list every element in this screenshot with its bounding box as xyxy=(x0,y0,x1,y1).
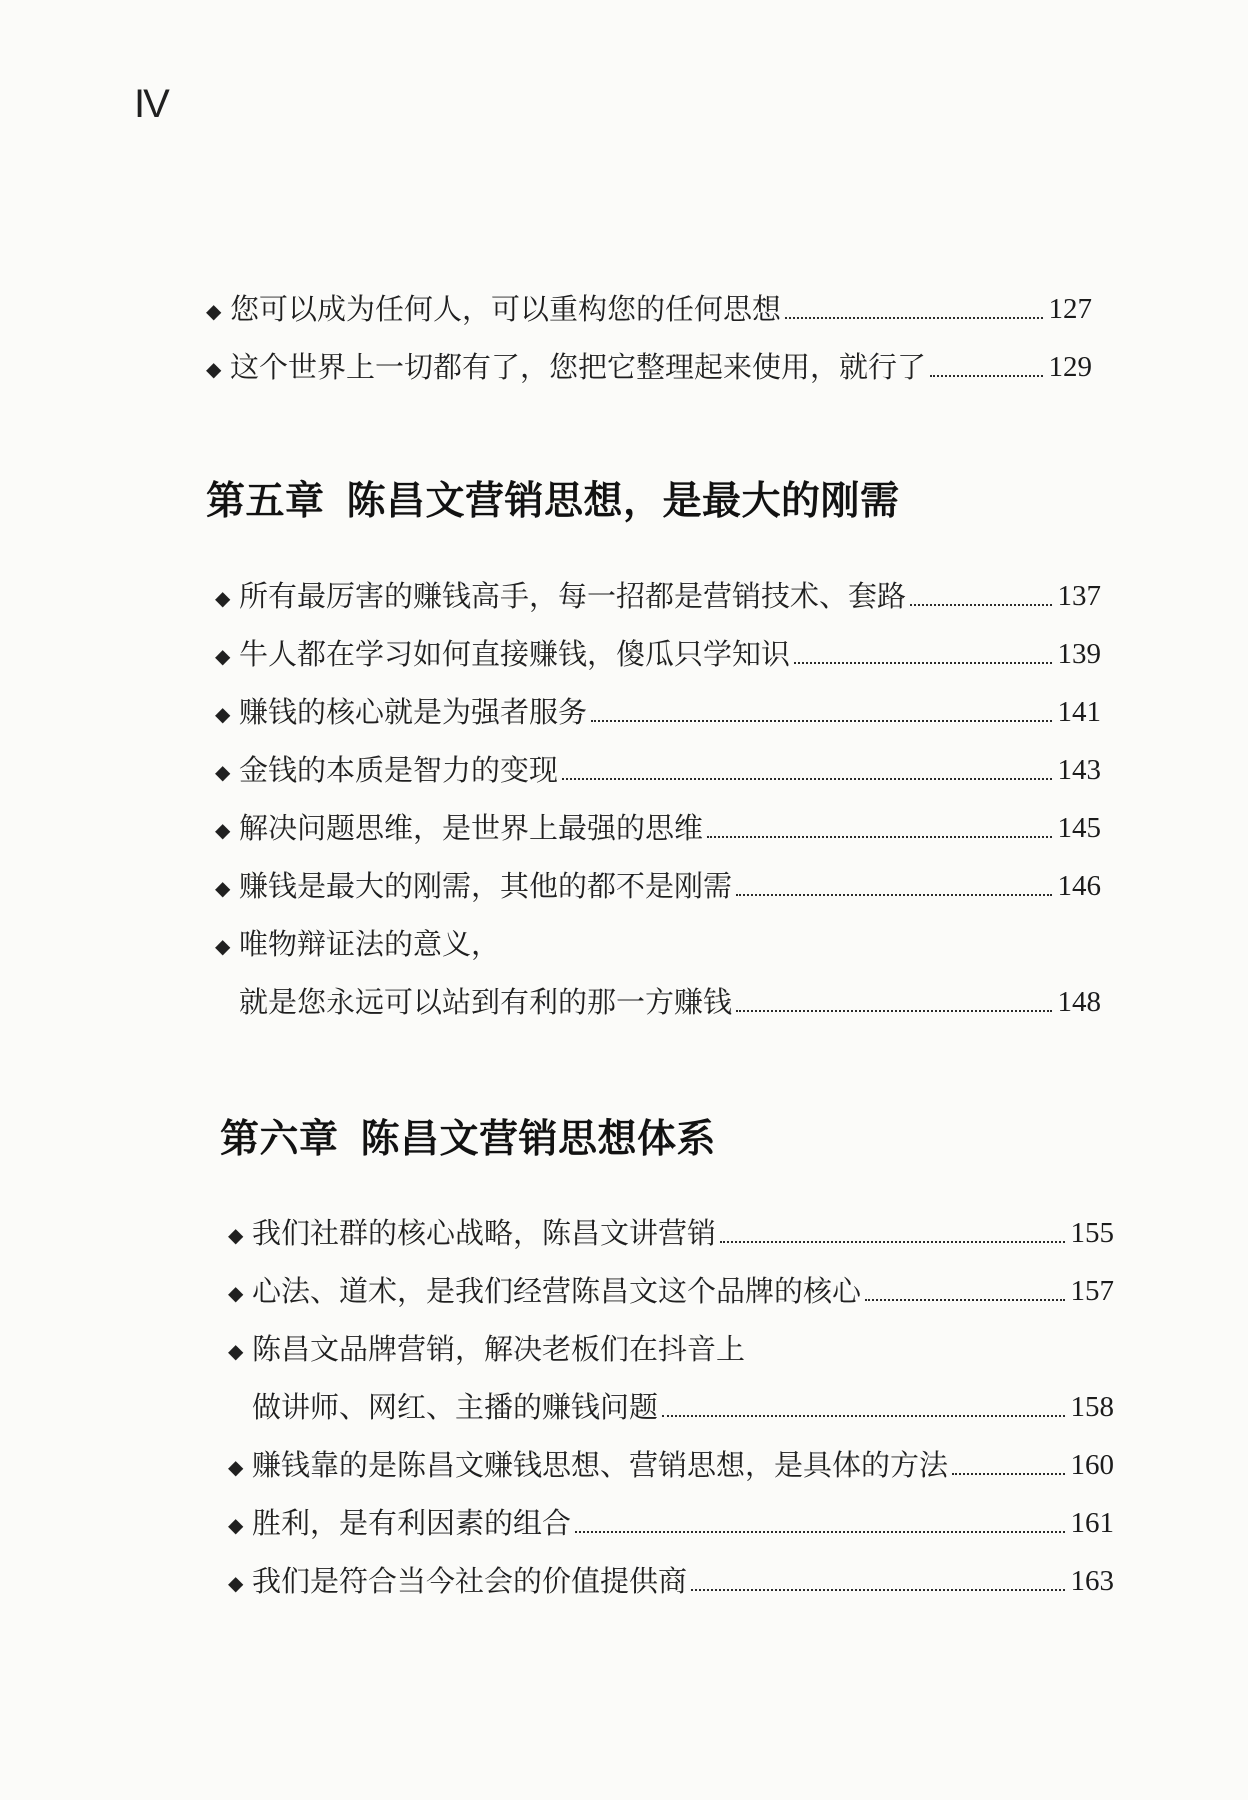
dot-leader xyxy=(952,1473,1064,1475)
toc-item-page: 145 xyxy=(1057,812,1101,845)
toc-list xyxy=(206,268,1248,384)
diamond-bullet-icon: ◆ xyxy=(228,1571,244,1595)
toc-item-title: 这个世界上一切都有了，您把它整理起来使用，就行了 xyxy=(230,352,927,384)
toc-item-page: 161 xyxy=(1070,1507,1114,1540)
toc-item[interactable] xyxy=(228,1482,1114,1540)
dot-leader xyxy=(562,778,1051,780)
toc-item-title: 我们社群的核心战略，陈昌文讲营销 xyxy=(252,1218,717,1250)
dot-leader xyxy=(691,1589,1064,1591)
toc-item-page: 139 xyxy=(1057,638,1101,671)
toc-item-title: 赚钱的核心就是为强者服务 xyxy=(239,697,588,729)
toc-item-page: 141 xyxy=(1057,696,1101,729)
diamond-bullet-icon: ◆ xyxy=(228,1513,244,1537)
toc-section-prev xyxy=(206,268,1248,384)
toc-item-page: 129 xyxy=(1048,351,1092,384)
diamond-bullet-icon: ◆ xyxy=(215,934,231,958)
toc-item-title-continued: 就是您永远可以站到有利的那一方赚钱 xyxy=(239,987,733,1019)
dot-leader xyxy=(720,1241,1064,1243)
toc-item-line-2 xyxy=(215,961,1101,1019)
toc-item[interactable] xyxy=(215,903,1101,1019)
dot-leader xyxy=(707,836,1051,838)
diamond-bullet-icon: ◆ xyxy=(228,1339,244,1363)
toc-item-line-1 xyxy=(215,903,1101,961)
chapter-number: 第六章 xyxy=(220,1116,339,1162)
toc-item-title: 唯物辩证法的意义， xyxy=(239,929,501,961)
toc-item[interactable] xyxy=(228,1308,1114,1424)
toc-list xyxy=(228,1192,1248,1598)
diamond-bullet-icon: ◆ xyxy=(228,1223,244,1247)
toc-item-title: 解决问题思维，是世界上最强的思维 xyxy=(239,813,704,845)
toc-item[interactable] xyxy=(215,613,1101,671)
toc-item[interactable] xyxy=(215,729,1101,787)
diamond-bullet-icon: ◆ xyxy=(215,644,231,668)
dot-leader xyxy=(736,894,1051,896)
toc-section-chapter-5 xyxy=(215,555,1248,1019)
toc-item-title-continued: 做讲师、网红、主播的赚钱问题 xyxy=(252,1392,659,1424)
diamond-bullet-icon: ◆ xyxy=(206,299,222,323)
diamond-bullet-icon: ◆ xyxy=(228,1281,244,1305)
toc-item-page: 155 xyxy=(1070,1217,1114,1250)
toc-item[interactable] xyxy=(215,787,1101,845)
toc-item[interactable] xyxy=(206,268,1092,326)
page-number: IV xyxy=(134,82,168,126)
toc-item-line-1 xyxy=(228,1308,1114,1366)
toc-item-page: 127 xyxy=(1048,293,1092,326)
toc-item[interactable] xyxy=(228,1250,1114,1308)
toc-section-chapter-6 xyxy=(228,1192,1248,1598)
toc-item-title: 所有最厉害的赚钱高手，每一招都是营销技术、套路 xyxy=(239,581,907,613)
toc-item[interactable] xyxy=(215,845,1101,903)
toc-item[interactable] xyxy=(206,326,1092,384)
dot-leader xyxy=(930,375,1042,377)
dot-leader xyxy=(575,1531,1064,1533)
toc-item-page: 146 xyxy=(1057,870,1101,903)
toc-item-title: 赚钱靠的是陈昌文赚钱思想、营销思想，是具体的方法 xyxy=(252,1450,949,1482)
toc-item-line-2 xyxy=(228,1366,1114,1424)
chapter-number: 第五章 xyxy=(206,478,325,524)
dot-leader xyxy=(794,662,1051,664)
toc-item-page: 163 xyxy=(1070,1565,1114,1598)
toc-item-page: 160 xyxy=(1070,1449,1114,1482)
toc-item-title: 赚钱是最大的刚需，其他的都不是刚需 xyxy=(239,871,733,903)
chapter-title-text: 陈昌文营销思想体系 xyxy=(360,1116,717,1162)
dot-leader xyxy=(662,1415,1064,1417)
dot-leader xyxy=(591,720,1051,722)
diamond-bullet-icon: ◆ xyxy=(215,876,231,900)
toc-item-page: 143 xyxy=(1057,754,1101,787)
toc-item-title: 您可以成为任何人，可以重构您的任何思想 xyxy=(230,294,782,326)
toc-list xyxy=(215,555,1248,1019)
toc-item-page: 137 xyxy=(1057,580,1101,613)
toc-item-title: 我们是符合当今社会的价值提供商 xyxy=(252,1566,688,1598)
toc-item-page: 157 xyxy=(1070,1275,1114,1308)
toc-item-page: 158 xyxy=(1070,1391,1114,1424)
diamond-bullet-icon: ◆ xyxy=(215,702,231,726)
toc-item[interactable] xyxy=(228,1192,1114,1250)
toc-item-title: 金钱的本质是智力的变现 xyxy=(239,755,559,787)
toc-item-title: 胜利，是有利因素的组合 xyxy=(252,1508,572,1540)
chapter-6-heading[interactable] xyxy=(220,1108,716,1164)
diamond-bullet-icon: ◆ xyxy=(215,586,231,610)
toc-item-title: 心法、道术，是我们经营陈昌文这个品牌的核心 xyxy=(252,1276,862,1308)
dot-leader xyxy=(785,317,1042,319)
dot-leader xyxy=(910,604,1051,606)
dot-leader xyxy=(736,1010,1051,1012)
toc-item[interactable] xyxy=(228,1424,1114,1482)
toc-item-title: 陈昌文品牌营销，解决老板们在抖音上 xyxy=(252,1334,746,1366)
toc-item[interactable] xyxy=(215,555,1101,613)
diamond-bullet-icon: ◆ xyxy=(206,357,222,381)
diamond-bullet-icon: ◆ xyxy=(215,818,231,842)
chapter-5-heading[interactable] xyxy=(206,470,900,526)
diamond-bullet-icon: ◆ xyxy=(228,1455,244,1479)
toc-item-page: 148 xyxy=(1057,986,1101,1019)
dot-leader xyxy=(865,1299,1064,1301)
toc-item[interactable] xyxy=(215,671,1101,729)
diamond-bullet-icon: ◆ xyxy=(215,760,231,784)
chapter-title-text: 陈昌文营销思想，是最大的刚需 xyxy=(346,478,900,524)
toc-item-title: 牛人都在学习如何直接赚钱，傻瓜只学知识 xyxy=(239,639,791,671)
toc-item[interactable] xyxy=(228,1540,1114,1598)
